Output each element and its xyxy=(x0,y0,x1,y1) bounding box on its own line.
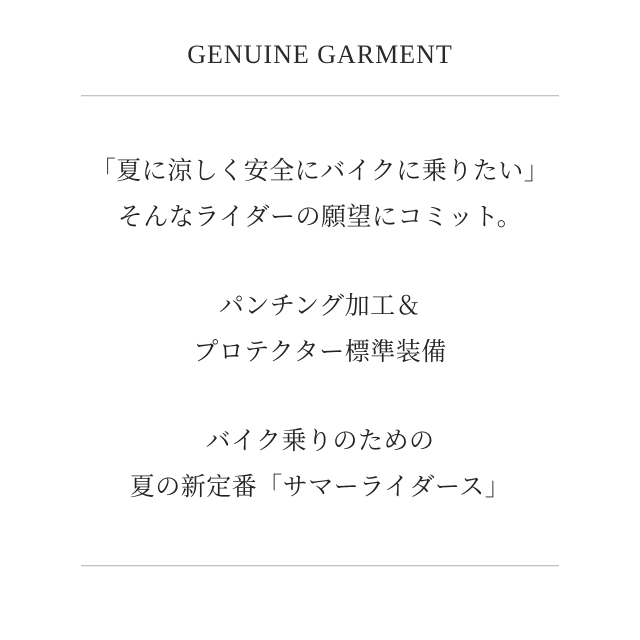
top-divider xyxy=(81,95,559,96)
page-title: GENUINE GARMENT xyxy=(187,40,453,69)
catchphrase-line-2: そんなライダーの願望にコミット。 xyxy=(117,204,523,231)
catchphrase-paragraph xyxy=(0,149,640,241)
product-line-1: バイク乗りのための xyxy=(205,428,435,455)
product-name-paragraph xyxy=(0,419,640,511)
features-line-2: プロテクター標準装備 xyxy=(193,339,447,366)
description-content xyxy=(0,149,640,511)
product-line-2: 夏の新定番「サマーライダース」 xyxy=(129,474,511,501)
catchphrase-line-1: 「夏に涼しく安全にバイクに乗りたい」 xyxy=(90,158,550,185)
features-line-1: パンチング加工＆ xyxy=(218,293,422,320)
features-paragraph xyxy=(0,284,640,376)
bottom-divider xyxy=(81,565,559,566)
